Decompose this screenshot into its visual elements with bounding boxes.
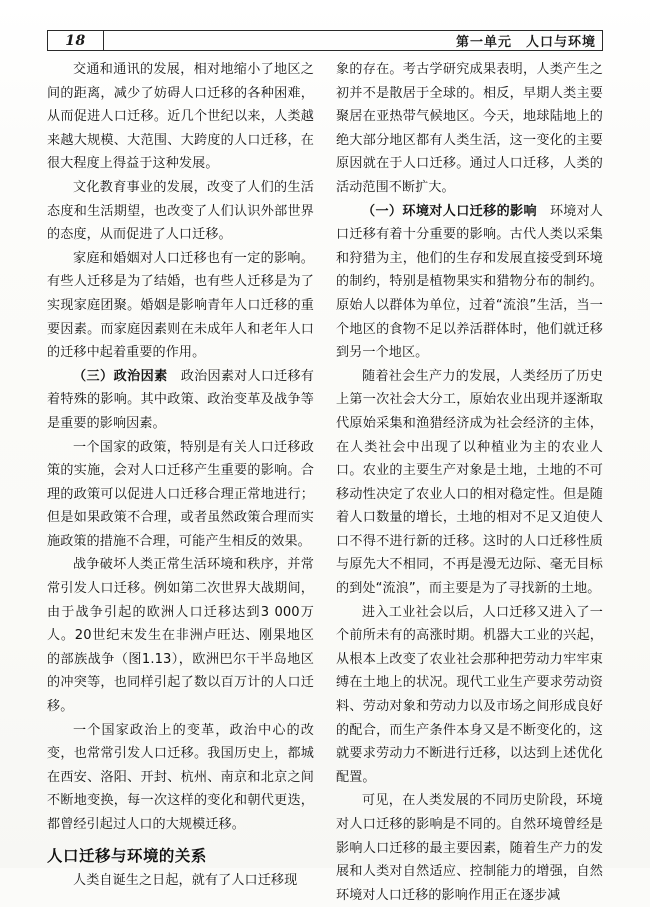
paragraph-text: 家庭和婚姻对人口迁移也有一定的影响。有些人迁移是为了结婚，也有些人迁移是为了实现家庭团聚。婚姻是影响青年人口迁移的重要因素。而家庭因素则在未成年人和老年人口的迁移中起着重要的作用。	[47, 250, 314, 361]
paragraph-culture-education	[47, 176, 314, 247]
paragraph-text: 环境对人口迁移有着十分重要的影响。古代人类以采集和狩猎为主，他们的生存和发展直接受到环境的制约，特别是植物果实和猎物分布的制约。原始人以群体为单位，过着“流浪”生活，当一个地区的食物不足以养活群体时，他们就迁移到另一个地区。	[336, 203, 604, 361]
paragraph-conclusion	[336, 789, 603, 907]
paragraph-text: 人类自诞生之日起，就有了人口迁移现	[73, 872, 298, 888]
paragraph-war	[47, 553, 314, 718]
paragraph-archaeology-continued	[336, 58, 603, 200]
paragraph-text: 一个国家政治上的变革，政治中心的改变，也常常引发人口迁移。我国历史上，都城在西安、洛阳、开封、杭州、南京和北京之间不断地变换，每一次这样的变化和朝代更迭，都曾经引起过人口的大规模迁移。	[47, 722, 314, 832]
paragraph-transport	[47, 58, 314, 176]
unit-title: 第一单元 人口与环境	[455, 35, 596, 50]
paragraph-political-factor	[47, 365, 314, 436]
paragraph-environment-influence	[336, 200, 603, 365]
right-column	[336, 58, 604, 903]
paragraph-national-policy	[47, 436, 314, 554]
paragraph-text: 一个国家的政策，特别是有关人口迁移政策的实施，会对人口迁移产生重要的影响。合理的政策可以促进人口迁移合理正常地进行；但是如果政策不合理，或者虽然政策合理而实施政策的措施不合理，可能产生相反的效果。	[47, 439, 314, 549]
paragraph-text: 文化教育事业的发展，改变了人们的生活态度和生活期望，也改变了人们认识外部世界的态度，从而促进了人口迁移。	[47, 179, 314, 243]
run-in-heading-environment-influence: （一）环境对人口迁移的影响	[362, 203, 537, 219]
paragraph-text: 战争破坏人类正常生活环境和秩序，并常常引发人口迁移。例如第二次世界大战期间，由于战争引起的欧洲人口迁移达到3 000万人。20世纪末发生在非洲卢旺达、刚果地区的部族战争（图1.13），欧洲巴尔干半岛地区的冲突等，也同样引起了数以百万计的人口迁移。	[47, 557, 314, 715]
paragraph-text: 交通和通讯的发展，相对地缩小了地区之间的距离，减少了妨碍人口迁移的各种困难，从而促进人口迁移。近几个世纪以来，人类越来越大规模、大范围、大跨度的人口迁移，在很大程度上得益于这种发展。	[47, 62, 314, 172]
page-number: 18	[65, 32, 86, 49]
paragraph-family-marriage	[47, 247, 314, 365]
paragraph-after-section-heading	[47, 869, 314, 893]
paragraph-text: 进入工业社会以后，人口迁移又进入了一个前所未有的高涨时期。机器大工业的兴起，从根本上改变了农业社会那种把劳动力牢牢束缚在土地上的状况。现代工业生产要求劳动资料、劳动对象和劳动力以及市场之间形成良好的配合，而生产条件本身又是不断变化的，这就要求劳动力不断进行迁移，以达到上述优化配置。	[336, 604, 603, 785]
paragraph-political-reform	[47, 719, 314, 837]
paragraph-text: 政治因素对人口迁移有着特殊的影响。其中政策、政治变革及战争等是重要的影响因素。	[47, 368, 314, 431]
paragraph-text: 随着社会生产力的发展，人类经历了历史上第一次社会大分工，原始农业出现并逐渐取代原始采集和渔猎经济成为社会经济的主体，在人类社会中出现了以种植业为主的农业人口。农业的主要生产对象是土地，土地的不可移动性决定了农业人口的相对稳定性。但是随着人口数量的增长，土地的相对不足又迫使人口不得不进行新的迁移。这时的人口迁移性质与原先大不相同，不再是漫无边际、毫无目标的到处“流浪”，而主要是为了寻找新的土地。	[336, 368, 603, 597]
paragraph-productivity	[336, 365, 603, 601]
paragraph-text: 象的存在。考古学研究成果表明，人类产生之初并不是散居于全球的。相反，早期人类主要聚居在亚热带气候地区。今天，地球陆地上的绝大部分地区都有人类生活，这一变化的主要原因就在于人口迁移。通过人口迁移，人类的活动范围不断扩大。	[336, 62, 603, 195]
page-number-box	[47, 31, 104, 50]
unit-title-area	[104, 31, 603, 50]
paragraph-text: 可见，在人类发展的不同历史阶段，环境对人口迁移的影响是不同的。自然环境曾经是影响人口迁移的最主要因素，随着生产力的发展和人类对自然适应、控制能力的增强，自然环境对人口迁移的影响作用正在逐步减	[336, 793, 603, 903]
paragraph-industrial-society	[336, 601, 603, 790]
body-columns	[47, 58, 604, 903]
left-column	[47, 58, 314, 888]
run-in-heading-political-factor: （三）政治因素	[73, 368, 168, 384]
section-heading-migration-environment: 人口迁移与环境的关系	[47, 846, 207, 865]
running-header	[47, 30, 603, 51]
